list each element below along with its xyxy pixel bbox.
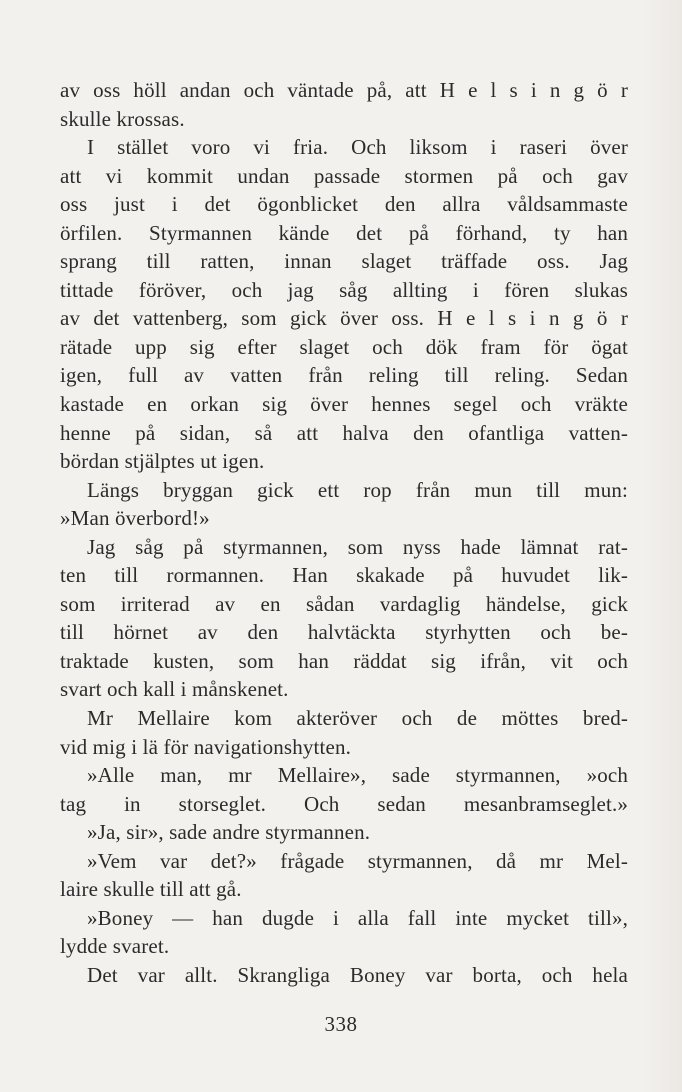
text-line: igen, full av vatten från reling till reling. Sedan — [60, 363, 628, 388]
text-line: sprang till ratten, innan slaget träffade oss. Jag — [60, 249, 628, 274]
text-line: som irriterad av en sådan vardaglig händelse, gick — [60, 591, 628, 616]
text-line: traktade kusten, som han räddat sig ifrån, vit och — [60, 648, 628, 673]
text-line: ten till rormannen. Han skakade på huvudet lik- — [60, 563, 628, 588]
text-line: »Alle man, mr Mellaire», sade styrmannen, »och — [87, 763, 628, 788]
text-line: att vi kommit undan passade stormen på och gav — [60, 163, 628, 188]
text-line: henne på sidan, så att halva den ofantliga vatten- — [60, 420, 628, 445]
text-line: Längs bryggan gick ett rop från mun till mun: — [87, 477, 628, 502]
text-line: kastade en orkan sig över hennes segel och vräkte — [60, 392, 628, 417]
text-line: Mr Mellaire kom akteröver och de möttes bred- — [87, 706, 628, 731]
text-line: skulle krossas. — [60, 106, 185, 131]
text-line: örfilen. Styrmannen kände det på förhand, ty han — [60, 220, 628, 245]
text-line: bördan stjälptes ut igen. — [60, 449, 265, 474]
text-line: »Vem var det?» frågade styrmannen, då mr Mel- — [87, 848, 628, 873]
text-line: av oss höll andan och väntade på, att H e l s i n g ö r — [60, 78, 628, 102]
text-line: »Boney — han dugde i alla fall inte mycket till», — [87, 905, 628, 930]
text-line: tittade föröver, och jag såg allting i fören slukas — [60, 277, 628, 302]
text-line: I stället voro vi fria. Och liksom i raseri över — [87, 135, 628, 160]
text-line: Det var allt. Skrangliga Boney var borta, och hela — [87, 962, 628, 987]
text-line: »Ja, sir», sade andre styrmannen. — [87, 820, 371, 845]
text-line: laire skulle till att gå. — [60, 877, 242, 902]
text-line: rätade upp sig efter slaget och dök fram för ögat — [60, 334, 628, 359]
text-line: Jag såg på styrmannen, som nyss hade lämnat rat- — [87, 534, 628, 559]
text-line: till hörnet av den halvtäckta styrhytten och be- — [60, 620, 628, 645]
text-line: oss just i det ögonblicket den allra våldsammaste — [60, 192, 628, 217]
text-line: svart och kall i månskenet. — [60, 677, 289, 702]
text-line: tag in storseglet. Och sedan mesanbramseglet.» — [60, 791, 628, 816]
text-line: lydde svaret. — [60, 934, 170, 959]
text-line: »Man överbord!» — [60, 506, 210, 531]
text-line: vid mig i lä för navigationshytten. — [60, 734, 352, 759]
body-text — [60, 76, 628, 990]
page-number: 338 — [324, 1012, 358, 1036]
text-line: av det vattenberg, som gick över oss. H e l s i n g ö r — [60, 306, 628, 331]
